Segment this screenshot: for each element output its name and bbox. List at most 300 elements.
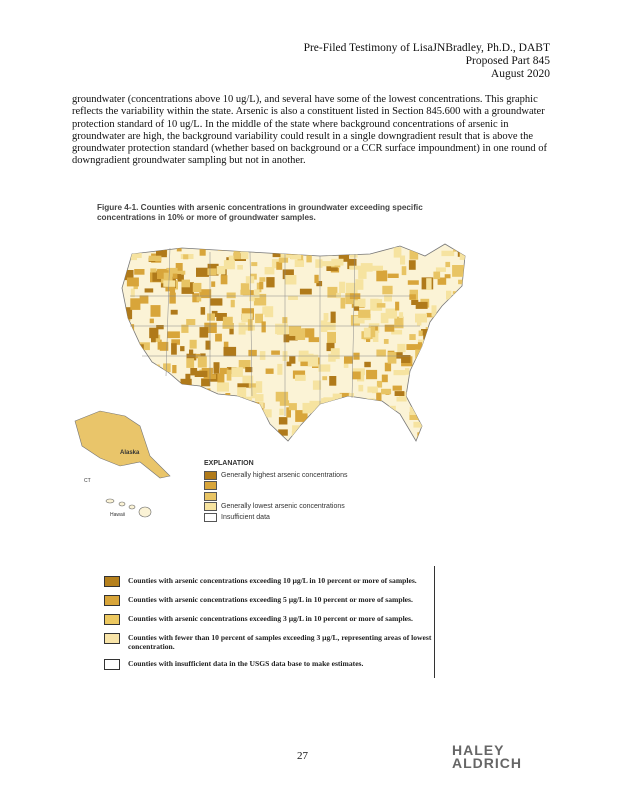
county-patch: [132, 355, 142, 364]
county-patch: [150, 319, 154, 324]
county-patch: [248, 319, 253, 331]
county-patch: [306, 255, 311, 263]
county-patch: [384, 339, 389, 344]
explanation-swatch: [204, 471, 217, 480]
county-patch: [248, 350, 256, 356]
county-patch: [452, 387, 459, 397]
county-patch: [215, 334, 222, 342]
county-patch: [409, 334, 415, 340]
county-patch: [200, 392, 212, 401]
county-patch: [361, 263, 373, 272]
county-patch: [135, 381, 142, 393]
county-patch: [372, 266, 383, 271]
county-patch: [409, 294, 416, 299]
county-patch: [277, 331, 283, 335]
county-patch: [438, 386, 447, 390]
county-patch: [203, 389, 211, 400]
county-patch: [300, 289, 312, 295]
county-patch: [408, 393, 417, 397]
county-patch: [296, 444, 307, 454]
county-patch: [331, 429, 341, 438]
county-patch: [167, 331, 180, 338]
county-patch: [416, 302, 428, 309]
legend-label: Counties with arsenic concentrations exceeding 3 µg/L in 10 percent or more of samples.: [128, 614, 413, 623]
county-patch: [239, 323, 246, 335]
county-patch: [292, 431, 300, 440]
county-patch: [182, 280, 190, 288]
county-patch: [327, 332, 336, 343]
county-patch: [362, 401, 375, 410]
county-patch: [207, 313, 215, 320]
county-patch: [224, 260, 235, 269]
county-patch: [458, 280, 469, 285]
county-patch: [173, 395, 179, 404]
legend-divider: [434, 566, 435, 678]
county-patch: [418, 342, 422, 350]
county-patch: [462, 376, 470, 381]
county-patch: [295, 260, 304, 267]
county-patch: [171, 310, 178, 315]
county-patch: [426, 278, 431, 290]
county-patch: [140, 377, 151, 385]
legend-swatch: [104, 576, 120, 587]
explanation-box: [204, 460, 347, 523]
county-patch: [163, 403, 169, 407]
county-patch: [392, 442, 400, 450]
county-patch: [388, 352, 397, 364]
county-patch: [446, 405, 451, 411]
county-patch: [127, 351, 139, 356]
county-patch: [456, 355, 468, 363]
county-patch: [198, 356, 207, 367]
county-patch: [298, 356, 308, 361]
figure-title: Figure 4-1. Counties with arsenic concentrations in groundwater exceeding specific concentrations in 10% or more of groundwater samples.: [97, 203, 423, 222]
county-patch: [376, 350, 386, 357]
county-patch: [341, 298, 346, 309]
county-patch: [433, 272, 440, 280]
explanation-row: [204, 512, 347, 523]
county-patch: [402, 266, 407, 275]
county-patch: [196, 268, 209, 277]
county-patch: [453, 246, 462, 252]
legend-label: Counties with arsenic concentrations exceeding 5 µg/L in 10 percent or more of samples.: [128, 595, 413, 604]
legend-label: Counties with insufficient data in the USGS data base to make estimates.: [128, 659, 364, 668]
county-patch: [186, 319, 195, 325]
legend-swatch: [104, 595, 120, 606]
county-patch: [191, 389, 195, 396]
county-patch: [331, 259, 343, 266]
county-patch: [276, 392, 288, 402]
county-patch: [436, 353, 446, 364]
county-patch: [259, 277, 265, 282]
county-patch: [385, 363, 391, 372]
county-patch: [288, 296, 298, 300]
county-patch: [295, 328, 305, 340]
county-patch: [278, 429, 288, 435]
county-patch: [315, 259, 322, 268]
explanation-title: EXPLANATION: [204, 460, 254, 467]
county-patch: [279, 248, 291, 258]
county-patch: [422, 359, 426, 366]
county-patch: [204, 405, 211, 413]
county-patch: [365, 436, 372, 443]
county-patch: [309, 337, 320, 342]
county-patch: [382, 375, 388, 383]
county-patch: [231, 415, 236, 421]
county-patch: [231, 367, 243, 377]
county-patch: [237, 265, 243, 270]
county-patch: [443, 346, 454, 352]
ct-label: CT: [84, 478, 91, 484]
county-patch: [296, 442, 304, 453]
county-patch: [303, 431, 315, 440]
county-patch: [246, 276, 254, 283]
county-patch: [249, 296, 255, 301]
county-patch: [364, 362, 371, 367]
county-patch: [254, 289, 259, 298]
county-patch: [271, 351, 280, 355]
county-patch: [436, 267, 446, 272]
county-patch: [382, 286, 392, 295]
county-patch: [134, 269, 144, 275]
county-patch: [251, 388, 257, 399]
county-patch: [461, 393, 470, 397]
county-patch: [388, 428, 399, 435]
county-patch: [152, 391, 163, 401]
county-patch: [146, 378, 153, 386]
county-patch: [172, 365, 176, 373]
county-patch: [376, 270, 387, 281]
county-patch: [136, 397, 142, 405]
county-patch: [336, 293, 341, 298]
county-patch: [190, 340, 197, 349]
county-patch: [409, 260, 416, 270]
county-patch: [130, 343, 139, 347]
county-patch: [429, 358, 435, 366]
county-patch: [448, 305, 458, 315]
county-patch: [365, 398, 375, 403]
county-patch: [262, 321, 266, 332]
county-patch: [374, 439, 379, 450]
county-patch: [354, 306, 359, 310]
county-patch: [377, 303, 386, 308]
county-patch: [301, 439, 306, 444]
explanation-row: [204, 491, 347, 502]
county-patch: [240, 290, 250, 295]
county-patch: [200, 327, 209, 338]
county-patch: [279, 258, 288, 263]
county-patch: [442, 397, 451, 404]
county-patch: [329, 422, 336, 429]
county-patch: [294, 435, 301, 442]
county-patch: [279, 409, 283, 415]
county-patch: [425, 380, 437, 387]
county-patch: [331, 348, 340, 359]
county-patch: [140, 295, 149, 303]
county-patch: [207, 268, 216, 275]
county-patch: [421, 409, 432, 417]
county-patch: [314, 275, 318, 283]
county-patch: [322, 376, 327, 380]
county-patch: [137, 379, 150, 387]
county-patch: [151, 336, 156, 342]
county-patch: [433, 404, 441, 409]
county-patch: [265, 306, 274, 317]
county-patch: [349, 393, 354, 403]
haley-aldrich-logo: [452, 744, 522, 770]
county-patch: [380, 441, 391, 446]
legend: [104, 576, 448, 678]
county-patch: [125, 394, 130, 404]
county-patch: [243, 442, 250, 454]
county-patch: [198, 400, 204, 410]
legend-label: Counties with fewer than 10 percent of samples exceeding 3 µg/L, representing areas of lowest concentration.: [128, 633, 432, 651]
county-patch: [233, 428, 241, 433]
county-patch: [425, 338, 434, 345]
county-patch: [419, 331, 423, 337]
county-patch: [425, 343, 434, 350]
county-patch: [397, 397, 407, 402]
county-patch: [150, 268, 156, 272]
county-patch: [131, 372, 141, 380]
county-patch: [170, 439, 181, 444]
page-number: 27: [297, 750, 308, 762]
county-patch: [231, 300, 235, 308]
county-patch: [388, 274, 399, 278]
county-patch: [195, 371, 208, 377]
county-patch: [289, 403, 297, 410]
county-patch: [438, 348, 449, 354]
county-patch: [249, 419, 258, 430]
county-patch: [417, 320, 422, 326]
county-patch: [221, 275, 228, 284]
county-patch: [251, 262, 257, 266]
county-patch: [266, 369, 274, 374]
county-patch: [417, 438, 428, 444]
county-patch: [441, 251, 454, 256]
county-patch: [173, 274, 178, 279]
explanation-swatch: [204, 502, 217, 511]
county-patch: [260, 351, 266, 360]
county-patch: [280, 400, 289, 406]
county-patch: [225, 398, 237, 408]
explanation-swatch: [204, 492, 217, 501]
county-patch: [183, 415, 188, 419]
county-patch: [223, 434, 228, 444]
county-patch: [241, 435, 246, 445]
county-patch: [339, 282, 345, 293]
county-patch: [277, 245, 284, 251]
county-patch: [214, 441, 227, 452]
logo-line-2: ALDRICH: [452, 755, 522, 771]
county-patch: [286, 246, 298, 255]
county-patch: [243, 404, 254, 414]
explanation-label: Generally highest arsenic concentrations: [221, 471, 348, 479]
legend-label: Counties with arsenic concentrations exceeding 10 µg/L in 10 percent or more of samples.: [128, 576, 417, 585]
county-patch: [207, 400, 217, 408]
body-paragraph: groundwater (concentrations above 10 ug/L), and several have some of the lowest concentrations. This graphic reflects the variability within the state. Arsenic is also a constituent listed in Section 845.600 with a groundwater protection standard of 10 ug/L. In the middle of the state where background concentrations of arsenic in groundwater are high, the background variability could result in a single downgradient result that is above the groundwater protection standard (whether based on background or a CCR surface impoundment) in one round of downgradient groundwater sampling but not in another.: [72, 94, 547, 167]
county-patch: [181, 418, 191, 428]
county-patch: [284, 334, 290, 342]
county-patch: [168, 394, 172, 400]
county-patch: [461, 386, 468, 394]
county-patch: [397, 436, 406, 444]
header-line-3: August 2020: [490, 68, 550, 80]
county-patch: [152, 434, 158, 440]
county-patch: [183, 254, 188, 259]
county-patch: [271, 439, 275, 451]
county-patch: [219, 426, 228, 437]
county-patch: [157, 438, 163, 442]
county-patch: [199, 410, 203, 415]
county-patch: [366, 370, 377, 379]
county-patch: [427, 391, 440, 403]
county-patch: [217, 382, 229, 391]
county-patch: [349, 428, 355, 438]
explanation-row: [204, 470, 347, 481]
county-patch: [275, 442, 285, 452]
county-patch: [367, 387, 378, 393]
legend-row: [104, 576, 448, 587]
county-patch: [329, 376, 336, 386]
county-patch: [145, 360, 150, 369]
county-patch: [200, 245, 206, 255]
county-patch: [324, 313, 329, 321]
county-patch: [459, 297, 470, 303]
county-patch: [218, 400, 223, 408]
county-patch: [140, 246, 152, 251]
county-patch: [185, 374, 190, 384]
county-patch: [393, 386, 402, 391]
county-patch: [437, 373, 442, 381]
county-patch: [395, 302, 399, 311]
county-patch: [217, 418, 223, 430]
county-patch: [166, 389, 179, 395]
county-patch: [237, 383, 249, 387]
alaska-land: [75, 411, 170, 478]
county-patch: [279, 417, 288, 424]
county-patch: [188, 400, 200, 409]
county-patch: [355, 279, 363, 290]
county-patch: [354, 430, 365, 434]
explanation-swatch: [204, 481, 217, 490]
hawaii-label: Hawaii: [110, 512, 126, 518]
county-patch: [426, 327, 436, 337]
explanation-row: [204, 502, 347, 513]
county-patch: [358, 385, 363, 392]
county-patch: [364, 328, 371, 338]
explanation-label: Insufficient data: [221, 513, 270, 521]
county-patch: [355, 405, 364, 411]
county-patch: [266, 277, 274, 287]
county-patch: [191, 398, 200, 406]
county-patch: [365, 429, 370, 437]
county-patch: [465, 247, 471, 256]
county-patch: [287, 362, 292, 367]
county-patch: [394, 370, 406, 375]
county-patch: [358, 310, 370, 318]
county-patch: [462, 329, 470, 340]
county-patch: [381, 389, 391, 395]
county-patch: [399, 318, 403, 327]
county-patch: [162, 389, 174, 397]
county-patch: [453, 404, 459, 410]
county-patch: [424, 388, 431, 396]
county-patch: [163, 363, 171, 372]
county-patch: [220, 415, 230, 421]
county-patch: [211, 281, 215, 287]
county-patch: [197, 297, 202, 302]
county-patch: [349, 266, 361, 270]
county-patch: [230, 427, 237, 432]
county-patch: [183, 412, 193, 420]
county-patch: [256, 410, 263, 417]
county-patch: [235, 430, 247, 434]
county-patch: [145, 288, 154, 292]
county-patch: [308, 422, 316, 431]
county-patch: [185, 421, 192, 430]
county-patch: [462, 335, 470, 343]
explanation-swatch: [204, 513, 217, 522]
county-patch: [444, 406, 450, 411]
county-patch: [464, 288, 470, 299]
alaska-label: Alaska: [120, 450, 140, 456]
county-patch: [405, 368, 409, 375]
county-patch: [397, 432, 409, 442]
county-patch: [193, 283, 202, 292]
legend-row: [104, 595, 448, 606]
header-line-1: Pre-Filed Testimony of LisaJNBradley, Ph.D., DABT: [303, 42, 550, 54]
county-patch: [256, 381, 262, 393]
county-patch: [395, 391, 405, 396]
county-patch: [132, 352, 137, 360]
county-patch: [237, 387, 246, 397]
county-patch: [438, 436, 444, 444]
county-patch: [344, 356, 353, 363]
county-patch: [139, 342, 150, 350]
county-patch: [295, 375, 306, 381]
county-patch: [121, 340, 130, 346]
header-line-2: Proposed Part 845: [465, 55, 550, 67]
county-patch: [342, 432, 352, 443]
county-patch: [227, 370, 232, 381]
county-patch: [186, 358, 194, 368]
county-patch: [453, 291, 462, 303]
county-patch: [214, 362, 220, 374]
county-patch: [145, 405, 157, 410]
county-patch: [171, 426, 181, 432]
county-patch: [311, 249, 318, 255]
county-patch: [334, 415, 341, 426]
county-patch: [447, 310, 456, 320]
county-patch: [331, 312, 336, 323]
legend-swatch: [104, 633, 120, 644]
county-patch: [406, 344, 418, 350]
county-patch: [224, 347, 237, 356]
county-patch: [276, 262, 282, 270]
county-patch: [210, 298, 222, 305]
explanation-label: Generally lowest arsenic concentrations: [221, 503, 345, 511]
county-patch: [277, 364, 282, 375]
legend-swatch: [104, 614, 120, 625]
county-patch: [214, 436, 220, 444]
county-patch: [244, 397, 252, 408]
county-patch: [184, 433, 192, 441]
county-patch: [265, 267, 275, 274]
county-patch: [397, 344, 405, 352]
county-patch: [376, 393, 381, 402]
county-patch: [249, 383, 256, 388]
